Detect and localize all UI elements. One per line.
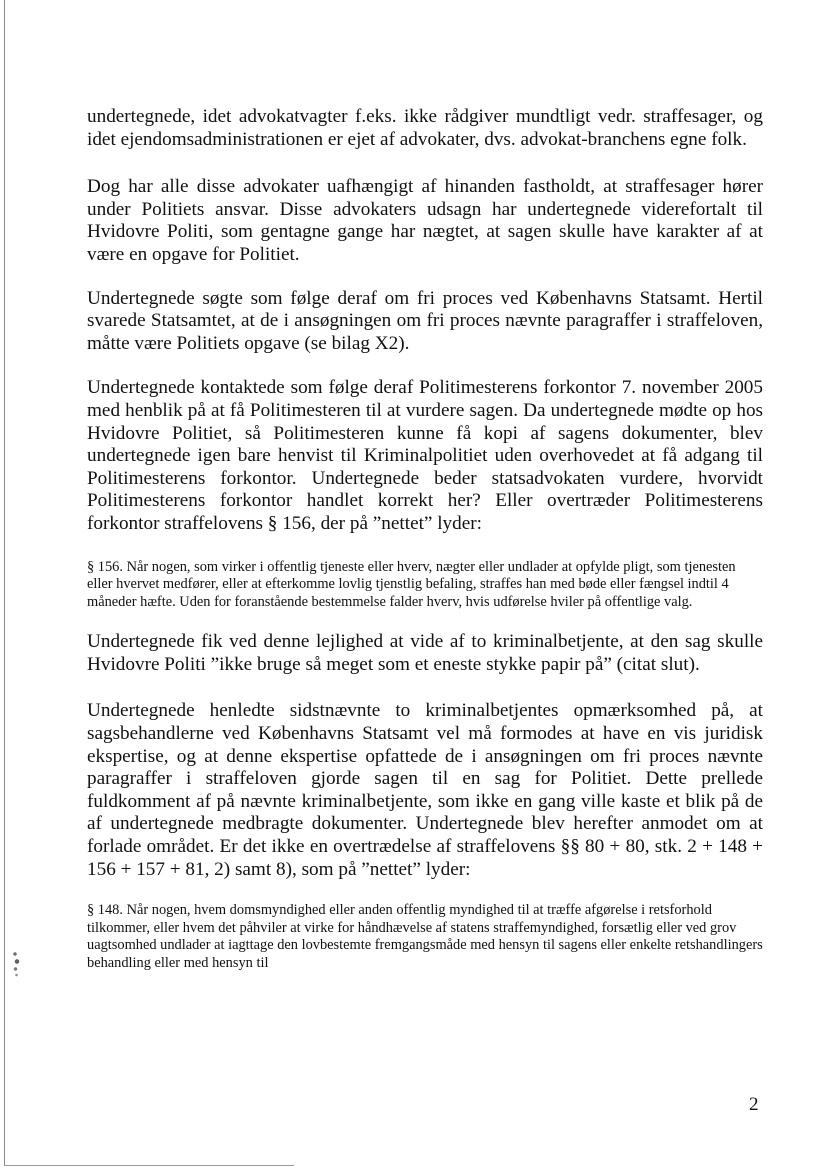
paragraph: Undertegnede kontaktede som følge deraf Politimesterens forkontor 7. november 2005 med henblik på at få Politimesteren til at vurdere sagen. Da undertegnede mødte op hos Hvidovre Politiet, så Politimesteren kunne få kopi af sagens dokumenter, blev undertegnede igen bare henvist til Kriminalpolitiet uden overhovedet at få adgang til Politimesterens forkontor. Undertegnede beder statsadvokaten vurdere, hvorvidt Politimesterens forkontor handlet korrekt her? Eller overtræder Politimesterens forkontor straffelovens § 156, der på ”nettet” lyder: (87, 377, 763, 534)
paragraph: Undertegnede fik ved denne lejlighed at vide af to kriminalbetjente, at den sag skulle Hvidovre Politi ”ikke bruge så meget som et eneste stykke papir på” (citat slut). (87, 631, 763, 675)
paragraph: undertegnede, idet advokatvagter f.eks. ikke rådgiver mundtligt vedr. straffesager, og idet ejendomsadministrationen er ejet af advokater, dvs. advokat-branchens egne folk. (87, 106, 763, 150)
scan-edge-left-border (4, 0, 5, 1166)
paragraph: Dog har alle disse advokater uafhængigt af hinanden fastholdt, at straffesager hører under Politiets ansvar. Disse advokaters udsagn har undertegnede viderefortalt til Hvidovre Politi, som gentagne gange har nægtet, at sagen skulle have karakter af at være en opgave for Politiet. (87, 176, 763, 265)
scan-edge-bottom-border (4, 1165, 294, 1166)
staple-mark-icon (11, 948, 21, 978)
law-quote-section-156: § 156. Når nogen, som virker i offentlig tjeneste eller hverv, nægter eller undlader at opfylde pligt, som tjenesten eller hvervet medfører, eller at efterkomme lovlig tjenstlig befaling, straffes han med bøde eller fængsel indtil 4 måneder hæfte. Uden for foranstående bestemmelse falder hverv, hvis udførelse hviler på offentlige valg. (87, 558, 736, 610)
law-quote-section-148: § 148. Når nogen, hvem domsmyndighed eller anden offentlig myndighed til at træffe afgørelse i retsforhold tilkommer, eller hvem det påhviler at virke for håndhævelse af statens straffemyndighed, forsætlig eller ved grov uagtsomhed undlader at iagttage den lovbestemte fremgangsmåde med hensyn til sagens eller enkelte retshandlingers behandling eller med hensyn til (87, 902, 763, 971)
document-page (87, 106, 763, 995)
page-number: 2 (749, 1094, 759, 1115)
paragraph: Undertegnede henledte sidstnævnte to kriminalbetjentes opmærksomhed på, at sagsbehandlerne ved Københavns Statsamt vel må formodes at have en vis juridisk ekspertise, og at denne ekspertise opfattede de i ansøgningen om fri proces nævnte paragraffer i straffeloven gjorde sagen til en sag for Politiet. Dette prellede fuldkomment af på nævnte kriminalbetjente, som ikke en gang ville kaste et blik på de af undertegnede medbragte dokumenter. Undertegnede blev herefter anmodet om at forlade området. Er det ikke en overtrædelse af straffelovens §§ 80 + 80, stk. 2 + 148 + 156 + 157 + 81, 2) samt 8), som på ”nettet” lyder: (87, 700, 763, 880)
paragraph: Undertegnede søgte som følge deraf om fri proces ved Københavns Statsamt. Hertil svarede Statsamtet, at de i ansøgningen om fri proces nævnte paragraffer i straffeloven, måtte være Politiets opgave (se bilag X2). (87, 287, 763, 354)
